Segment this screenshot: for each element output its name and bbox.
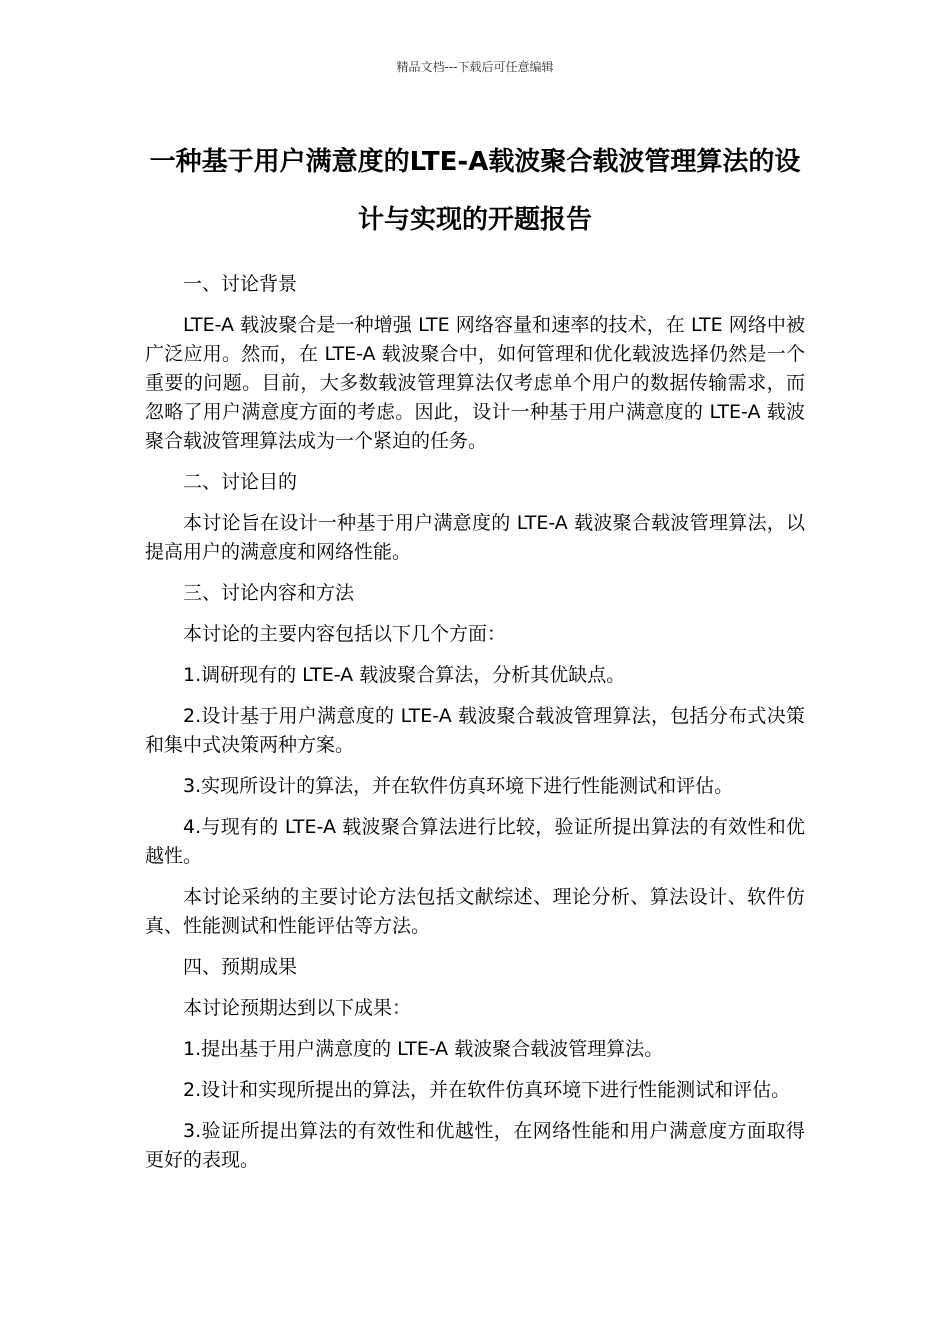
- list-item: 1.调研现有的 LTE-A 载波聚合算法，分析其优缺点。: [183, 664, 626, 686]
- list-item: 3.验证所提出算法的有效性和优越性，在网络性能和用户满意度方面取得更好的表现。: [145, 1120, 805, 1171]
- paragraph: 本讨论预期达到以下成果：: [183, 997, 412, 1019]
- list-item: 1.提出基于用户满意度的 LTE-A 载波聚合载波管理算法。: [183, 1038, 664, 1060]
- paragraph: 本讨论采纳的主要讨论方法包括文献综述、理论分析、算法设计、软件仿真、性能测试和性能评估等方法。: [145, 886, 805, 937]
- paragraph: 本讨论的主要内容包括以下几个方面：: [183, 623, 507, 645]
- section-heading: 二、讨论目的: [183, 471, 298, 493]
- list-item: 2.设计基于用户满意度的 LTE-A 载波聚合载波管理算法，包括分布式决策和集中式决策两种方案。: [145, 705, 805, 756]
- list-item: 2.设计和实现所提出的算法，并在软件仿真环境下进行性能测试和评估。: [183, 1079, 791, 1101]
- paragraph: 本讨论旨在设计一种基于用户满意度的 LTE-A 载波聚合载波管理算法，以提高用户的满意度和网络性能。: [145, 512, 805, 563]
- list-item: 3.实现所设计的算法，并在软件仿真环境下进行性能测试和评估。: [183, 775, 734, 797]
- section-heading: 一、讨论背景: [183, 273, 298, 295]
- page-header: 精品文档---下载后可任意编辑: [396, 60, 554, 74]
- section-heading: 四、预期成果: [183, 956, 298, 978]
- document-body: [145, 270, 805, 1187]
- paragraph: LTE-A 载波聚合是一种增强 LTE 网络容量和速率的技术，在 LTE 网络中被广泛应用。然而，在 LTE-A 载波聚合中，如何管理和优化载波选择仍然是一个重要的问题。目前，大多数载波管理算法仅考虑单个用户的数据传输需求，而忽略了用户满意度方面的考虑。因此，设计一种基于用户满意度的 LTE-A 载波聚合载波管理算法成为一个紧迫的任务。: [145, 314, 805, 452]
- document-title: 一种基于用户满意度的LTE-A载波聚合载波管理算法的设计与实现的开题报告: [149, 147, 801, 235]
- list-item: 4.与现有的 LTE-A 载波聚合算法进行比较，验证所提出算法的有效性和优越性。: [145, 816, 805, 867]
- section-heading: 三、讨论内容和方法: [183, 582, 355, 604]
